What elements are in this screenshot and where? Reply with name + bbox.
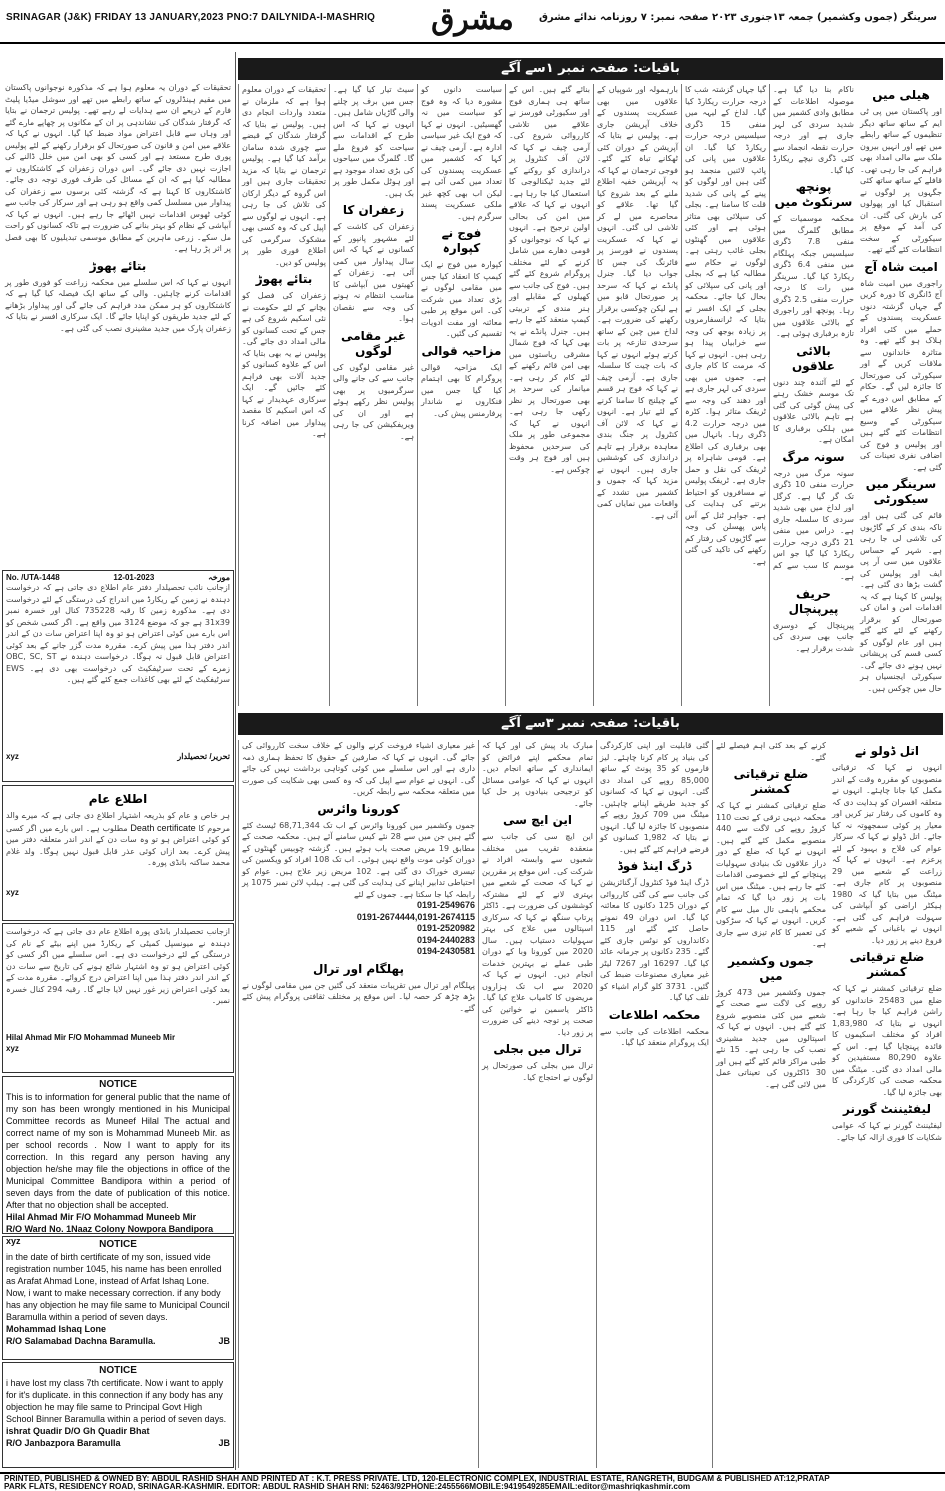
bottom-column-2: کرنے کے بعد کئی اہم فیصلے لئے گئے۔ ضلع ترقیاتی کمشنر ضلع ترقیاتی کمشنر نے کہا کہ محکمہ دیہی ترقی کے تحت 110 کروڑ روپے کی لاگت سے 440 منصوبے مکمل کئے گئے ہیں۔ انہوں نے کہا کہ ضلع کے دور دراز علاقوں تک بنیادی سہولیات پہنچانے کے لئے خصوصی اقدامات کئے جا رہے ہیں۔ میٹنگ میں اس بات پر زور دیا گیا کہ تمام محکمے باہمی تال میل سے کام کریں۔ انہوں نے کہا کہ سڑکوں کی تعمیر کا کام تیزی سے جاری ہے۔ جموں وکشمیر میں جموں وکشمیر میں 473 کروڑ روپے کی لاگت سے صحت کے شعبے میں کئی منصوبے شروع کئے گئے ہیں۔ انہوں نے کہا کہ اسپتالوں میں جدید مشینری نصب کی جا رہی ہے۔ 15 نئے طبی مراکز قائم کئے گئے ہیں اور 30 ڈاکٹروں کی تعیناتی عمل میں لائی گئی ہے۔ xyxy=(712,740,829,1468)
headline-batae-phod: بتائے پھوڑ xyxy=(89,258,147,273)
headline-srinagar-security: سرینگر میں سیکورٹی xyxy=(865,477,937,506)
headline-sonamarg: سونہ مرگ xyxy=(782,449,845,464)
notices-column xyxy=(0,52,236,1470)
urdu-notice-xyz: xyz xyxy=(6,1044,19,1053)
article-text: انہوں نے کہا کہ اس سلسلے میں محکمہ زراعت کو فوری طور پر اقدامات کرنے چاہئیں۔ والی کے ساتھ ایک فیصلہ کیا گیا ہے کہ کاشتکاروں کو ہر ممکن مدد فراہم کی جائے گی اور پیداوار بڑھانے کے لئے جدید طریقوں کو اپنایا جائے گا۔ ایک سرکاری افسر نے بتایا کہ زعفران پارک میں جدید مشینری نصب کی گئی ہے۔ xyxy=(5,277,231,333)
headline-fauj-kupwara: فوج نے کپوارہ xyxy=(441,226,482,255)
notice-signature-name: Hilal Ahmad Mir F/O Mohammad Muneeb Mir xyxy=(6,1212,197,1222)
headline-zafran: زعفران کا xyxy=(342,203,405,217)
headline-nhc: این ایچ سی xyxy=(503,813,572,827)
headline-harif-pirpanjal: حریف پیرپنچال xyxy=(788,586,839,616)
newspaper-logo: مشرق xyxy=(431,2,514,37)
headline-tral-mein-bijli: ترال میں بجلی xyxy=(493,1042,582,1056)
bottom-column-4: مبارک باد پیش کی اور کہا کہ تمام محکمے اپنے فرائض کو ایمانداری کے ساتھ انجام دیں۔ انہوں نے کہا کہ عوامی مسائل کو ترجیحی بنیادوں پر حل کیا جائے۔ این ایچ سی این ایچ سی کی جانب سے منعقدہ تقریب میں مختلف شعبوں سے وابستہ افراد نے شرکت کی۔ اس موقع پر مقررین نے کہا کہ صحت کے شعبے میں بہتری لانے کے لئے مشترکہ کوششوں کی ضرورت ہے۔ ڈاکٹر پرتاپ سنگھ نے کہا کہ سرکاری اسپتالوں میں علاج کی بہتر سہولیات دستیاب ہیں۔ سال 2020 میں کورونا وبا کے دوران طبی عملے نے بہترین خدمات انجام دیں۔ انہوں نے کہا کہ 2020 سے اب تک ہزاروں مریضوں کا کامیاب علاج کیا گیا۔ ڈاکٹر یاسمین نے خواتین کی صحت پر توجہ دینے کی ضرورت پر زور دیا۔ ترال میں بجلی ترال میں بجلی کی صورتحال پر لوگوں نے احتجاج کیا۔ xyxy=(478,740,596,1468)
notice-title: NOTICE xyxy=(99,1365,137,1376)
headline-zila-taraqiati-commissioner: ضلع ترقیاتی کمشنر xyxy=(849,950,925,979)
tender-notice xyxy=(2,570,234,782)
headline-amit-shah-aaj: امیت شاہ آج xyxy=(864,259,938,274)
death-certificate-text: Death certificate xyxy=(130,822,196,833)
tender-notice-text: ازجانب نائب تحصیلدار دفتر عام اطلاع دی جاتی ہے کہ درخواست دہندہ نے زمین کے ریکارڈ میں اندراج کی درستگی کے لئے درخواست دی ہے۔ مذکورہ زمین کا رقبہ 735228 کنال اور خسرہ نمبر 31x39 ہے جو کہ موضع 3124 میں واقع ہے۔ اگر کسی شخص کو اس بارے میں کوئی اعتراض ہو تو وہ اپنا اعتراض سات دن کے اندر اندر دفتر ہذا میں پیش کرے۔ مقررہ مدت گزر جانے کے بعد کوئی اعتراض قابل قبول نہ ہوگا۔ درخواست دہندہ نے OBC, SC, ST زمرے کے تحت سرٹیفکیٹ کی درخواست بھی دی ہے۔ EWS سرٹیفکیٹ کے لئے بھی کاغذات جمع کئے گئے ہیں۔ xyxy=(6,583,231,684)
top-column-1: ھیلی میں اور پاکستان میں پی ٹی ایم کے ساتھ ساتھ دیگر تنظیموں کے ساتھ رابطے میں تھے اور انہیں بیرون ملک سے مالی امداد بھی فراہم کی جا رہی تھی۔ قافلے کے ساتھ ساتھ کئی جگہوں پر لوگوں نے استقبال کیا اور پھولوں کی بارش کی گئی۔ ان کی آمد کے موقع پر سیکورٹی کے سخت انتظامات کئے گئے تھے۔ امیت شاہ آج راجوری میں امیت شاہ آج ڈانگری کا دورہ کریں گے جہاں گزشتہ دنوں عسکریت پسندوں کے حملے میں کئی افراد ہلاک ہو گئے تھے۔ وہ متاثرہ خاندانوں سے ملاقات کریں گے اور سیکورٹی کی صورتحال کا جائزہ لیں گے۔ حکام کے مطابق اس دورے کے پیش نظر علاقے میں سیکورٹی کے وسیع انتظامات کئے گئے ہیں اور پولیس و فوج کی اضافی نفری تعینات کی گئی ہے۔ سرینگر میں سیکورٹی قائم کی گئی ہیں اور ناکہ بندی کر کے گاڑیوں کی تلاشی لی جا رہی ہے۔ شہر کے حساس علاقوں میں سی آر پی ایف اور پولیس کی گشت بڑھا دی گئی ہے۔ پولیس کا کہنا ہے کہ یہ اقدامات امن و امان کی صورتحال کو برقرار رکھنے کے لئے کئے گئے ہیں اور عام لوگوں کو کسی قسم کی پریشانی نہیں ہونے دی جائے گی۔ سیکورٹی ایجنسیاں ہر حال میں چوکس ہیں۔ xyxy=(860,88,942,693)
notice-body: in the date of birth certificate of my son, issued vide registration number 1045, his name has been enrolled as Arafat Ahmad Lone, instead of Arfat Ishaq Lone. Now, i want to make necessary correction. if any body has any objection he may file same to Municipal Council Baramulla within a period of seven days. xyxy=(6,1252,230,1322)
aitla-sign-xyz: xyz xyxy=(6,888,19,897)
headline-pahalgam-aur-tral: پھلگام اور ترال xyxy=(313,961,404,976)
notice-body: i have lost my class 7th certificate. Now i want to apply for it's duplicate. in this connection if any body has any objection he may file same to Principal Govt High School Binner Baramulla within a period of seven days. xyxy=(6,1378,227,1424)
helpline-number: 0194-2430581 xyxy=(416,946,475,956)
continuation-banner-page1: باقیات: صفحہ نمبر ۱سے آگے xyxy=(238,58,943,80)
notice-signature-name: ishrat Quadir D/O Gh Quadir Bhat xyxy=(6,1426,150,1436)
notice-title: NOTICE xyxy=(99,1079,137,1090)
tender-signature xyxy=(6,752,230,761)
notice-signature-address: R/O Ward No. 1Naaz Colony Nowpora Bandipora xyz xyxy=(6,1224,214,1246)
top-column-8: تحقیقات کے دوران معلوم ہوا ہے کہ ملزمان نے متعدد واردات انجام دی ہیں۔ پولیس نے بتایا کہ گرفتار شدگان کے قبضے سے چوری شدہ سامان برآمد کیا گیا ہے۔ پولیس ترجمان نے بتایا کہ مزید تحقیقات جاری ہیں اور اس گروہ کے دیگر ارکان کی تلاش کی جا رہی ہے۔ انہوں نے لوگوں سے اپیل کی کہ وہ کسی بھی مشکوک سرگرمی کی اطلاع فوری طور پر پولیس کو دیں۔ بتائے پھوڑ زعفران کی فصل کو بچانے کے لئے حکومت نے نئی اسکیم شروع کی ہے جس کے تحت کسانوں کو مالی امداد دی جائے گی۔ پولیس نے یہ بھی بتایا کہ اس کے علاوہ کسانوں کو جدید آلات بھی فراہم کئے جائیں گے۔ ایک سرکاری عہدیدار نے کہا کہ اس اسکیم کا مقصد پیداوار میں اضافہ کرنا ہے۔ xyxy=(238,84,329,706)
top-column-2: ناکام بنا دیا گیا ہے۔ موصولہ اطلاعات کے مطابق وادی کشمیر میں شدید سردی کی لہر جاری ہے اور درجہ حرارت نقطہ انجماد سے کئی ڈگری نیچے ریکارڈ کیا گیا۔ پونچھ سرنکوٹ میں محکمہ موسمیات کے مطابق گلمرگ میں منفی 7.8 ڈگری سیلسیس جبکہ پہلگام میں منفی 6.4 ڈگری ریکارڈ کیا گیا۔ سرینگر میں رات کا درجہ حرارت منفی 2.5 ڈگری رہا۔ پونچھ اور راجوری کے بالائی علاقوں میں تازہ برفباری ہوئی ہے۔ بالائی علاقوں کے لئے آئندہ چند دنوں تک موسم خشک رہنے کی پیش گوئی کی گئی ہے تاہم بالائی علاقوں میں ہلکی برفباری کا امکان ہے۔ سونہ مرگ سونہ مرگ میں درجہ حرارت منفی 10 ڈگری تک گر گیا ہے۔ کرگل اور لداخ میں بھی شدید سردی کا سلسلہ جاری ہے۔ دراس میں منفی 21 ڈگری درجہ حرارت ریکارڈ کیا گیا جو اس موسم کا سب سے کم ہے۔ حریف پیرپنچال پیرپنچال کے دوسری جانب بھی سردی کی شدت برقرار ہے۔ xyxy=(769,84,857,706)
top-column-4: بارہمولہ اور شوپیاں کے علاقوں میں بھی عسکریت پسندوں کے خلاف آپریشن جاری ہے۔ پولیس نے بتایا کہ آپریشن کے دوران کئی ٹھکانے تباہ کئے گئے۔ فوجی ترجمان نے کہا کہ یہ آپریشن خفیہ اطلاع ملنے کے بعد شروع کیا گیا تھا۔ علاقے کو محاصرے میں لے کر تلاشی لی گئی۔ انہوں نے کہا کہ عسکریت پسندوں نے فورسز پر فائرنگ کی جس کا جواب دیا گیا۔ جنرل پانڈے نے کہا کہ سرحد پر صورتحال قابو میں ہے لیکن چوکسی برقرار رکھنے کی ضرورت ہے۔ لداخ میں چین کے ساتھ سرحدی تنازعہ پر بات کرتے ہوئے انہوں نے کہا کہ بات چیت کا سلسلہ جاری ہے۔ آرمی چیف نے کہا کہ فوج ہر قسم کے چیلنج کا سامنا کرنے کے لئے تیار ہے۔ انہوں نے کہا کہ لائن آف کنٹرول پر جنگ بندی معاہدہ برقرار ہے تاہم دراندازی کی کوششیں جاری ہیں۔ انہوں نے مزید کہا کہ جموں و کشمیر میں تشدد کے واقعات میں نمایاں کمی آئی ہے۔ xyxy=(593,84,681,706)
headline-jammu-kashmir-mein: جموں وکشمیر میں xyxy=(728,953,814,983)
tender-sign-title: تحریر/ تحصیلدار xyxy=(177,752,230,761)
masthead-dateline-english: SRINAGAR (J&K) FRIDAY 13 JANUARY,2023 PNO:7 DAILYNIDA-I-MASHRIQ xyxy=(6,12,376,23)
aitla-aam-title: اطلاع عام xyxy=(88,792,148,806)
masthead xyxy=(0,0,945,44)
footer-line-2: PARK FLATS, RESIDENCY ROAD, SRINAGAR-KASHMIR. EDITOR: ABDUL RASHID SHAH RNI: 52463/92PHONE:2455566MOBILE:9419549285EMAIL:editor@mashriqkashmir.com xyxy=(4,1482,691,1491)
notice-signature-address: R/O Janbazpora Baramulla xyxy=(6,1438,121,1448)
notice-ref-number: No. /UTA-1448 xyxy=(6,573,60,582)
top-column-3: گیا جہاں گزشتہ شب کا درجہ حرارت ریکارڈ کیا گیا۔ لداخ کے لیہہ میں منفی 15 ڈگری سیلسیس درجہ حرارت ریکارڈ کیا گیا۔ ان علاقوں میں پانی کی پائپ لائنیں منجمد ہو گئی ہیں اور لوگوں کو پینے کے پانی کی شدید قلت کا سامنا ہے۔ بجلی کی سپلائی بھی متاثر ہوئی ہے اور کئی علاقوں میں گھنٹوں بجلی غائب رہتی ہے۔ لوگوں نے حکام سے مطالبہ کیا ہے کہ بجلی اور پانی کی سپلائی کو بحال کیا جائے۔ محکمہ بجلی کے ایک افسر نے بتایا کہ ٹرانسفارمروں پر زیادہ بوجھ کی وجہ سے خرابیاں پیدا ہو رہی ہیں۔ انہوں نے کہا کہ مرمت کا کام جاری ہے۔ جموں میں بھی سردی کی لہر جاری ہے اور دھند کی وجہ سے ٹریفک متاثر ہوا۔ کٹرہ میں درجہ حرارت 4.2 ڈگری رہا۔ بانہال میں بھی برفباری کی اطلاع ہے۔ قومی شاہراہ پر ٹریفک کی نقل و حمل جاری ہے۔ ٹریفک پولیس نے مسافروں کو احتیاط برتنے کی ہدایت کی ہے۔ جواہر ٹنل کے آس پاس پھسلن کی وجہ سے گاڑیوں کی رفتار کم رکھنے کی تاکید کی گئی ہے۔ xyxy=(681,84,769,706)
headline-lieutenant-governor: لیفٹیننٹ گورنر xyxy=(843,1102,931,1116)
notice-signature-name: Mohammad Ishaq Lone xyxy=(6,1324,107,1334)
correction-notice-urdu: ازجانب تحصیلدار بانڈی پورہ اطلاع عام دی جاتی ہے کہ درخواست دہندہ نے میونسپل کمیٹی کے ریکارڈ میں اپنے بیٹے کے نام کی درستگی کے لئے درخواست دی ہے۔ اس سلسلے میں اگر کسی کو کوئی اعتراض ہو تو وہ اشتہار شائع ہونے کی تاریخ سے سات دن کے اندر اندر دفتر ہذا میں اپنا اعتراض درج کروائے۔ مقررہ مدت کے بعد کوئی اعتراض زیر غور نہیں لایا جائے گا۔ رقبہ 294 کنال خسرہ نمبر۔ Hilal Ahmad Mir F/O Mohammad Muneeb Mir xyz xyxy=(2,923,234,1073)
english-notice-name-correction xyxy=(2,1076,234,1246)
headline-poonch-surankote: پونچھ سرنکوٹ میں xyxy=(774,180,853,209)
top-column-5: بنائے گئے ہیں۔ اس کے ساتھ ہی ہماری فوج اور سکیورٹی فورسز نے علاقے میں تلاشی کارروائی شروع کی۔ آرمی چیف نے کہا کہ لائن آف کنٹرول پر دراندازی کو روکنے کے لئے جدید ٹیکنالوجی کا استعمال کیا جا رہا ہے۔ انہوں نے کہا کہ علاقے میں امن کی بحالی اولین ترجیح ہے۔ انہوں نے کہا کہ نوجوانوں کو قومی دھارے میں شامل کرنے کے لئے مختلف پروگرام شروع کئے گئے ہیں۔ فوج کی جانب سے کھیلوں کے مقابلے اور ہنر مندی کے تربیتی کیمپ منعقد کئے جا رہے ہیں۔ جنرل پانڈے نے یہ بھی کہا کہ فوج شمال مشرقی ریاستوں میں بھی امن قائم رکھنے کے لئے کام کر رہی ہے۔ میانمار کی سرحد پر بھی صورتحال پر نظر رکھی جا رہی ہے۔ انہوں نے کہا کہ مجموعی طور پر ملک کی سرحدیں محفوظ ہیں اور فوج ہر وقت چوکس ہے۔ xyxy=(505,84,593,706)
footer-line-1: PRINTED, PUBLISHED & OWNED BY: ABDUL RASHID SHAH AND PRINTED AT : K.T. PRESS PRIVATE. LTD, 120-ELECTRONIC COMPLEX, INDUSTRIAL ESTATE, RANGRETH, BUDGAM & PUBLISHED AT:12,PRATAP xyxy=(4,1474,830,1483)
headline-drug-and-food: ڈرگ اینڈ فوڈ xyxy=(617,859,692,873)
english-notice-dob-correction xyxy=(2,1236,234,1360)
public-notice-aitla-aam: اطلاع عام ہر خاص و عام کو بذریعہ اشتہار اطلاع دی جاتی ہے کہ میرے والد مرحوم کا Death certificate مطلوب ہے۔ اس بارے میں اگر کسی کو کوئی اعتراض ہو تو وہ سات دن کے اندر اندر متعلقہ دفتر میں پیش کرے۔ بعد ازاں کوئی عذر قابل قبول نہیں ہوگا۔ ولد غلام محمد ساکنہ بانڈی پورہ۔ xyz xyxy=(2,785,234,921)
headline-heli-mein: ھیلی میں xyxy=(872,88,930,102)
printer-imprint-footer xyxy=(0,1472,945,1489)
notice-ref-label: مورخہ xyxy=(208,573,230,582)
notice-title: NOTICE xyxy=(99,1239,137,1250)
notice-jb: JB xyxy=(218,1438,230,1448)
helpline-number: 0191-2520982 xyxy=(416,923,475,933)
notice-ref-line xyxy=(6,573,230,582)
urdu-article-left xyxy=(2,80,234,570)
bottom-column-1: اتل ڈولو نے انہوں نے کہا کہ ترقیاتی منصوبوں کو مقررہ وقت کے اندر مکمل کیا جانا چاہئے۔ انہوں نے متعلقہ افسران کو ہدایت دی کہ وہ کاموں کی رفتار تیز کریں اور معیار پر کوئی سمجھوتہ نہ کیا جائے۔ اتل ڈولو نے کہا کہ سرکار عوام کی فلاح و بہبود کے لئے پرعزم ہے۔ انہوں نے کہا کہ زراعت کے شعبے میں 29 منصوبوں پر کام جاری ہے۔ میٹنگ میں بتایا گیا کہ 1980 ہیکٹر اراضی کو آبپاشی کی سہولت فراہم کی گئی ہے۔ انہوں نے باغبانی کے شعبے کو فروغ دینے پر زور دیا۔ ضلع ترقیاتی کمشنر ضلع ترقیاتی کمشنر نے کہا کہ ضلع میں 25483 خاندانوں کو راشن فراہم کیا جا رہا ہے۔ انہوں نے بتایا کہ 1,83,980 افراد کو مختلف اسکیموں کا فائدہ پہنچایا گیا ہے۔ اس کے علاوہ 80,290 مستفیدین کو مالی امداد دی گئی۔ میٹنگ میں محکمہ صحت کی کارکردگی کا بھی جائزہ لیا گیا۔ لیفٹیننٹ گورنر لیفٹیننٹ گورنر نے کہا کہ عوامی شکایات کا فوری ازالہ کیا جائے۔ xyxy=(832,744,943,1142)
headline-ghair-muqami-logon: غیر مقامی لوگوں xyxy=(341,328,406,358)
notice-ref-date: 12-01-2023 xyxy=(113,573,155,582)
top-column-6: سیاست دانوں کو مشورہ دیا کہ وہ فوج کو سیاست میں نہ گھسیٹیں۔ انہوں نے کہا کہ فوج ایک غیر سیاسی ادارہ ہے۔ آرمی چیف نے کہا کہ کشمیر میں عسکریت پسندوں کی تعداد میں کمی آئی ہے لیکن اب بھی کچھ غیر ملکی عسکریت پسند سرگرم ہیں۔ فوج نے کپوارہ کپوارہ میں فوج نے ایک کیمپ کا انعقاد کیا جس میں مقامی لوگوں نے بڑی تعداد میں شرکت کی۔ اس موقع پر طبی معائنہ اور مفت ادویات تقسیم کی گئیں۔ مزاحیہ قوالی ایک مزاحیہ قوالی پروگرام کا بھی اہتمام کیا گیا جس میں فنکاروں نے شاندار پرفارمنس پیش کی۔ xyxy=(417,84,505,706)
urdu-notice-sign: Hilal Ahmad Mir F/O Mohammad Muneeb Mir xyxy=(6,1033,176,1042)
helpline-number: 0194-2440283 xyxy=(416,934,475,945)
masthead-dateline-urdu: سرینگر (جموں وکشمیر) جمعہ ۱۳جنوری ۲۰۲۳ صفحہ نمبر: ۷ روزنامہ ندائے مشرق xyxy=(538,12,937,23)
headline-zafran-ka: بتائے پھوڑ xyxy=(255,272,313,286)
headline-balai-ilaqon: بالائی علاقوں xyxy=(792,343,835,373)
headline-zila-taraqiati-commissioner-2: ضلع ترقیاتی کمشنر xyxy=(733,767,809,796)
continuation-banner-page3: باقیات: صفحہ نمبر ۳سے آگے xyxy=(238,713,943,735)
article-text: تحقیقات کے دوران یہ معلوم ہوا ہے کہ مذکورہ نوجوانوں پاکستان میں مقیم ہینڈلروں کے ساتھ رابطے میں تھے اور سوشل میڈیا پلیٹ فارم کے ذریعے ان سے ہدایات لے رہے تھے۔ پولیس ترجمان نے بتایا کہ گرفتار شدگان کی نشاندہی پر ان کے مکانوں پر چھاپے مارے گئے اور وہاں سے قابل اعتراض مواد ضبط کیا گیا۔ انہوں نے کہا کہ علاقے میں امن و قانون کی صورتحال کو برقرار رکھنے کے لئے پولیس پوری طرح مستعد ہے اور کسی کو بھی امن میں خلل ڈالنے کی اجازت نہیں دی جائے گی۔ اس دوران زعفران کے کاشتکاروں نے مطالبہ کیا ہے کہ ان کے مسائل کی طرف فوری توجہ دی جائے۔ کاشتکاروں کا کہنا ہے کہ گزشتہ کئی برسوں سے زعفران کی پیداوار میں مسلسل کمی واقع ہو رہی ہے اور سرکار کی جانب سے کوئی ٹھوس اقدامات نہیں اٹھائے جا رہے ہیں۔ انہوں نے کہا کہ آبپاشی کے نظام کو بہتر بنانے کی ضرورت ہے تاکہ کسانوں کو راحت مل سکے۔ زرعی ماہرین کے مطابق موسمی تبدیلیوں کا بھی فصل پر اثر پڑ رہا ہے۔ xyxy=(5,83,231,253)
notice-signature-address: R/O Salamabad Dachna Baramulla. xyxy=(6,1336,156,1346)
notice-body: This is to information for general public that the name of my son has been wrongly mentioned in his Municipal Committee records as Muneef Hilal The actual and correct name of my son is Mohammad Muneeb Mir. as per school records . Now I want to apply for its correction. In this regard any person having any objection he/she may file the objections in office of the Municipal Committee Bandipora within a period of seven days from the date of publication of this notice. After that no objection shall be accepted. xyxy=(6,1092,230,1210)
top-column-7: سیٹ تیار کیا گیا ہے۔ جس میں برف پر چلنے والی گاڑیاں شامل ہیں۔ انہوں نے کہا کہ اس طرح کے اقدامات سے سیاحت کو فروغ ملے گا۔ گلمرگ میں سیاحوں کی بڑی تعداد موجود ہے اور ہوٹل مکمل طور پر بک ہیں۔ زعفران کا زعفران کی کاشت کے لئے مشہور پانپور کے کسانوں نے کہا کہ اس سال پیداوار میں کمی آئی ہے۔ زعفران کے کھیتوں میں آبپاشی کا مناسب انتظام نہ ہونے کی وجہ سے نقصان ہوا۔ غیر مقامی لوگوں غیر مقامی لوگوں کی جانب سے کی جانے والی سرگرمیوں پر بھی پولیس نظر رکھے ہوئے ہے اور ان کی ویریفکیشن کی جا رہی ہے۔ xyxy=(329,84,417,706)
notice-jb: JB xyxy=(218,1336,230,1346)
headline-corona-virus: کورونا وائرس xyxy=(317,801,400,816)
bottom-column-3: گئی قابلیت اور اپنی کارکردگی کی بنیاد پر کام کرنا چاہئے۔ لیز فارموں کو 35 پونٹ کے ساتھ 85,000 روپے کی امداد دی گئی۔ انہوں نے کہا کہ کسانوں کو جدید طریقے اپنانے چاہئیں۔ میٹنگ میں 709 کروڑ روپے کے منصوبوں کا جائزہ لیا گیا۔ انہوں نے بتایا کہ 1,982 کسانوں کو قرضے فراہم کئے گئے ہیں۔ ڈرگ اینڈ فوڈ ڈرگ اینڈ فوڈ کنٹرول آرگنائزیشن کی جانب سے کی گئی کارروائی کے دوران 125 دکانوں کا معائنہ کیا گیا۔ اس دوران 49 نمونے حاصل کئے گئے اور 115 دکانداروں کو نوٹس جاری کئے گئے۔ 235 دکانوں پر جرمانہ عائد کیا گیا۔ 16297 اور 7267 لیٹر غیر معیاری مصنوعات ضبط کی گئیں۔ 3731 کلو گرام اشیاء کو تلف کیا گیا۔ محکمہ اطلاعات محکمہ اطلاعات کی جانب سے ایک پروگرام منعقد کیا گیا۔ xyxy=(596,740,712,1468)
helpline-number: 0191-2674444,0191-2674115 xyxy=(356,911,475,922)
headline-atul-dulloo: اتل ڈولو نے xyxy=(854,744,920,758)
bottom-column-5: غیر معیاری اشیاء فروخت کرنے والوں کے خلاف سخت کارروائی کی جائے گی۔ انہوں نے کہا کہ صارفین کے حقوق کا تحفظ ہماری ذمہ داری ہے اور اس سلسلے میں کوئی کوتاہی برداشت نہیں کی جائے گی۔ انہوں نے عوام سے اپیل کی کہ وہ کسی بھی شکایت کی صورت میں متعلقہ محکمہ سے رابطہ کریں۔ کورونا وائرس جموں وکشمیر میں کورونا وائرس کے اب تک 68,71,344 ٹیسٹ کئے گئے ہیں جن میں سے 28 نئے کیس سامنے آئے ہیں۔ محکمہ صحت کے مطابق 19 مریض صحت یاب ہوئے ہیں۔ گزشتہ چوبیس گھنٹوں کے دوران کوئی موت واقع نہیں ہوئی۔ اب تک 108 افراد کو ویکسین کی تیسری خوراک دی گئی ہے۔ 102 مریض زیر علاج ہیں۔ عوام کو احتیاطی تدابیر اپنانے کی ہدایت کی گئی ہے۔ ہیلپ لائن نمبر 1075 پر رابطہ کیا جا سکتا ہے۔ جموں کے لئے 0191-2549676 0191-2674444,0191-2674115 0191-2520982 0194-2440283 0194-2430581 پھلگام اور ترال پہلگام اور ترال میں تقریبات منعقد کی گئیں جن میں مقامی لوگوں نے بڑھ چڑھ کر حصہ لیا۔ اس موقع پر مختلف ثقافتی پروگرام پیش کئے گئے۔ xyxy=(238,740,478,1468)
tender-sign-xyz: xyz xyxy=(6,752,19,761)
headline-mehkama-ittilaat: محکمہ اطلاعات xyxy=(608,1007,701,1022)
headline-mizahia-qawwali: مزاحیہ قوالی xyxy=(421,343,502,358)
helpline-number: 0191-2549676 xyxy=(416,900,475,910)
english-notice-lost-certificate xyxy=(2,1362,234,1468)
